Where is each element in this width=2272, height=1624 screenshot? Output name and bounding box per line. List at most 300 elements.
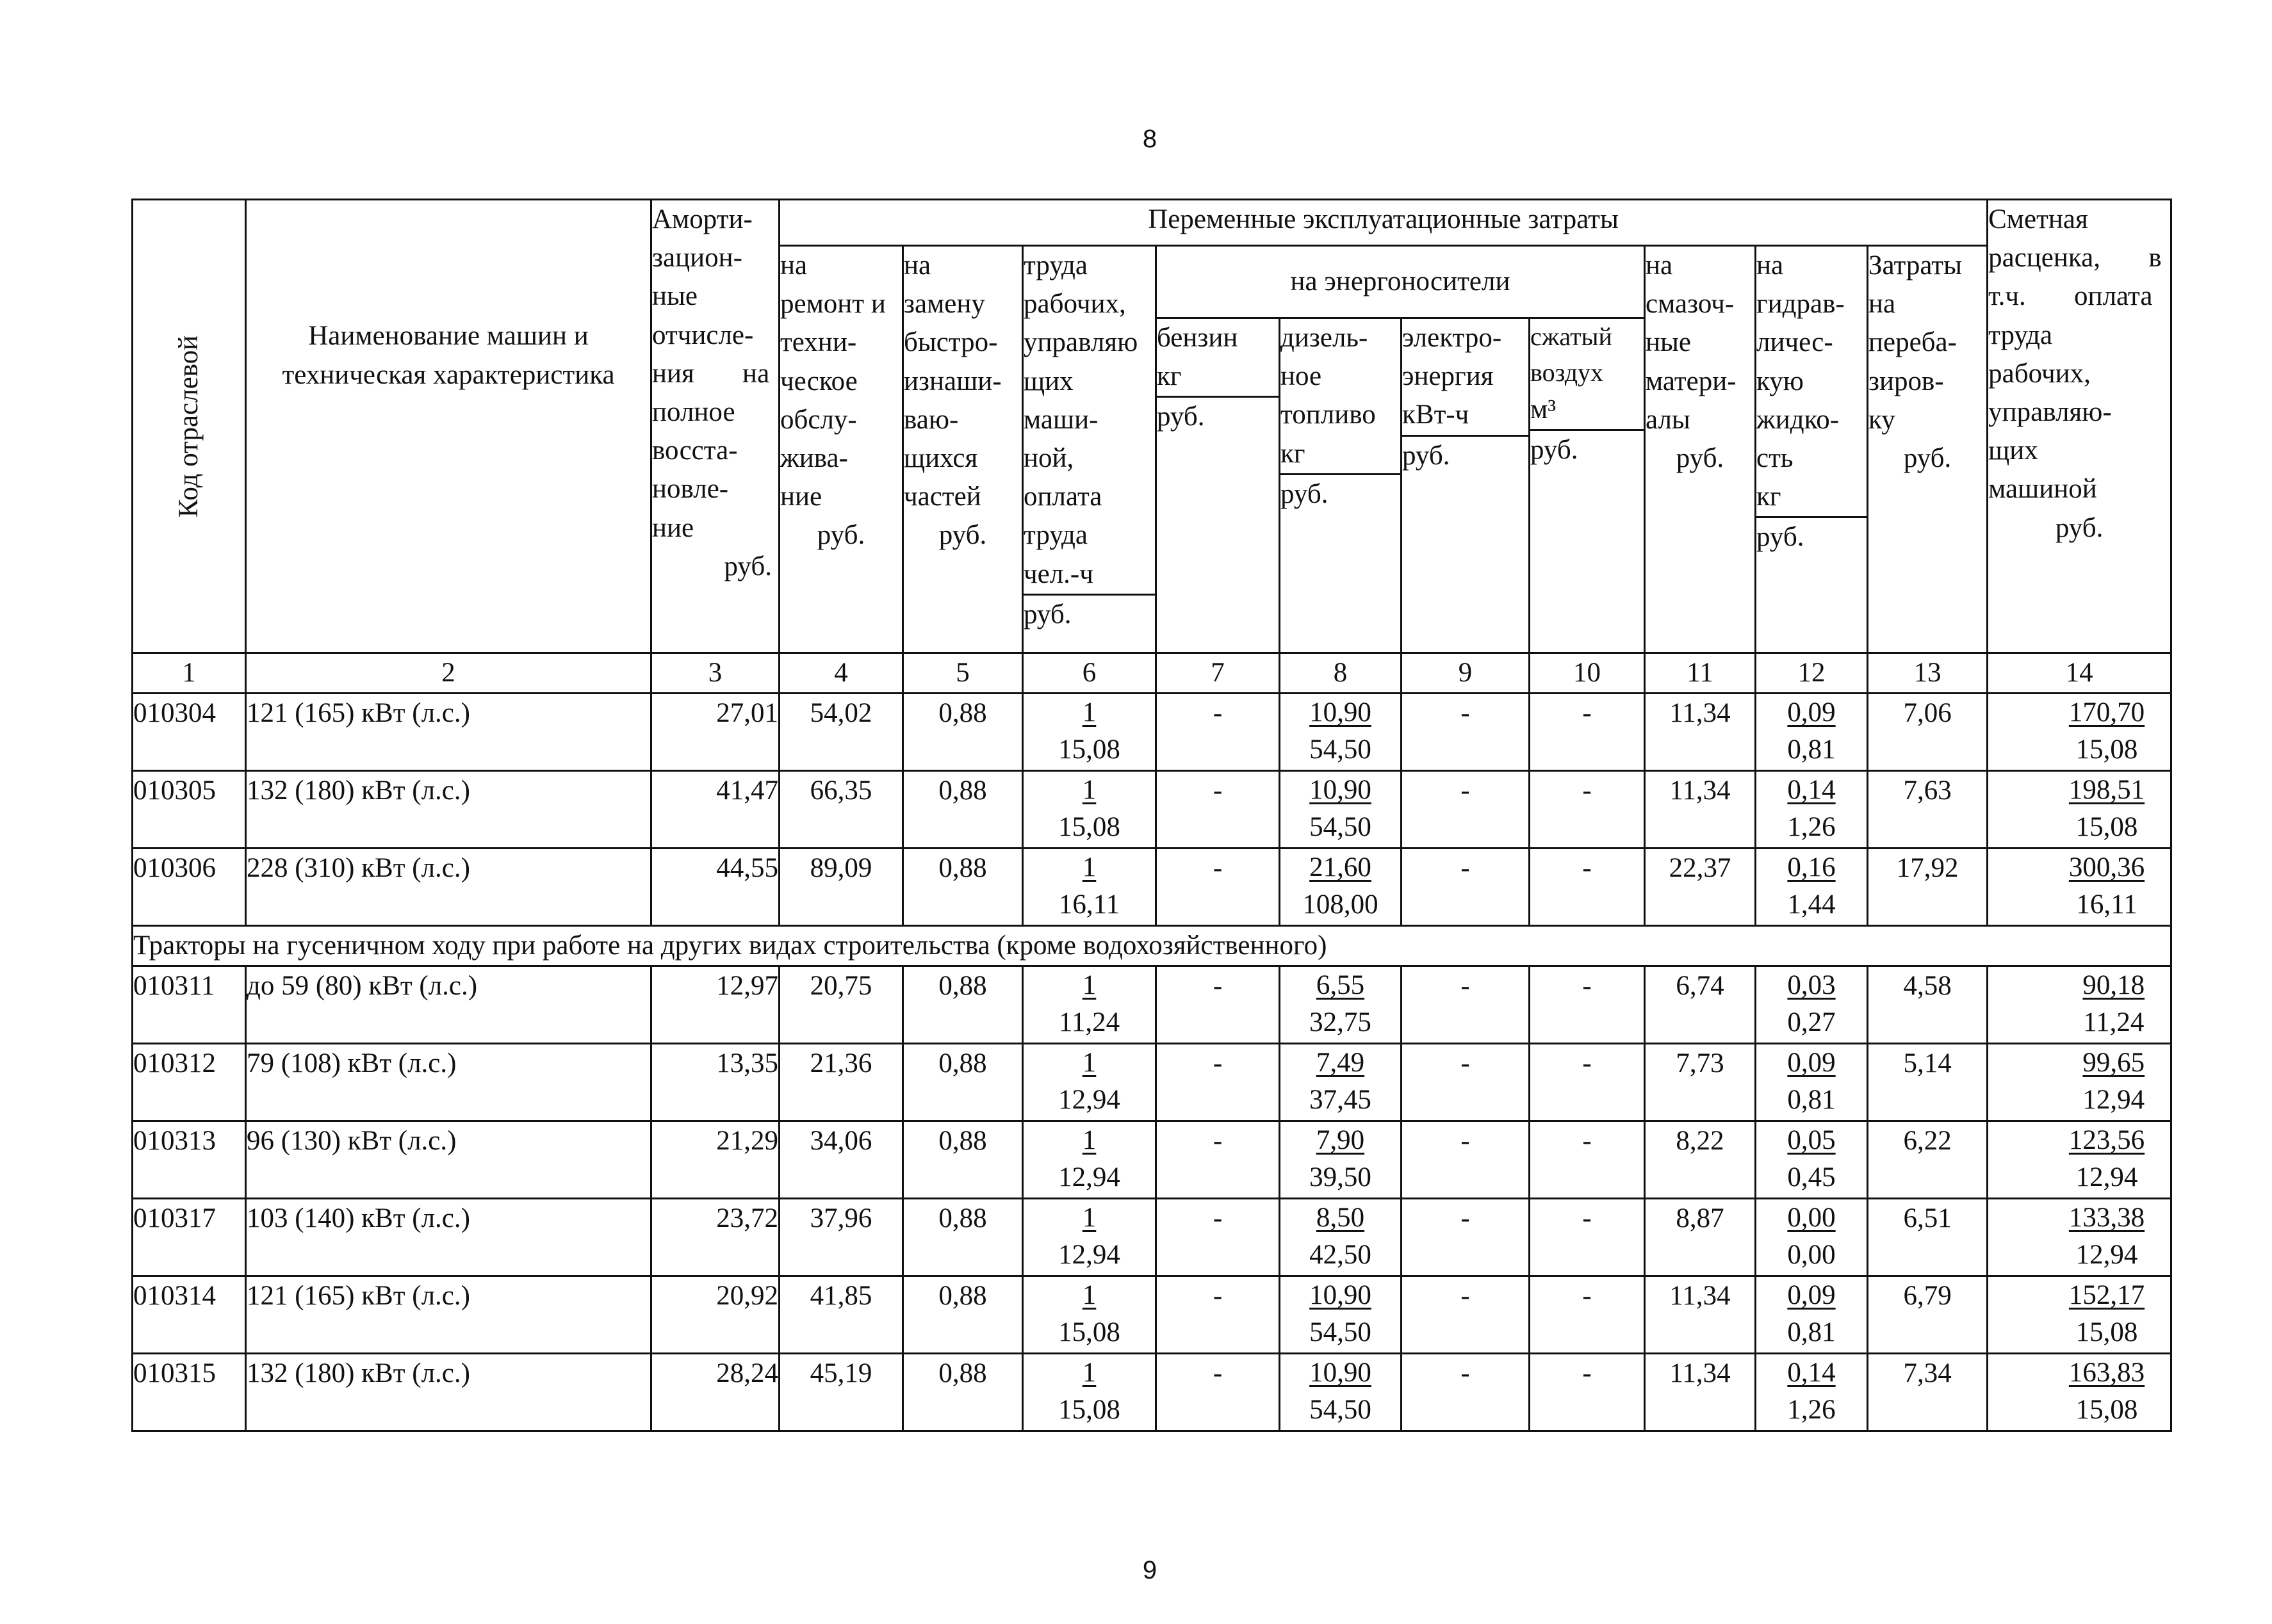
header-line: изнаши- xyxy=(904,366,1002,396)
header-line: ческое xyxy=(780,366,858,396)
header-line: личес- xyxy=(1756,327,1833,358)
row-lubricant: 11,34 xyxy=(1645,694,1756,771)
row-labor-numerator: 1 xyxy=(1082,697,1097,728)
header-line: замену xyxy=(904,289,985,320)
row-estimate-numerator: 123,56 xyxy=(2068,1125,2145,1156)
header-line: смазоч- xyxy=(1646,289,1735,320)
row-estimate-fraction xyxy=(2069,694,2145,768)
header-line: восста- xyxy=(652,435,738,466)
row-estimate-denominator: 15,08 xyxy=(2075,1395,2138,1425)
header-line: на xyxy=(780,250,808,280)
row-electro: - xyxy=(1402,694,1530,771)
row-labor-numerator: 1 xyxy=(1082,1203,1097,1233)
row-name: 132 (180) кВт (л.с.) xyxy=(246,1354,651,1431)
row-amort: 44,55 xyxy=(651,849,780,926)
row-estimate-denominator: 15,08 xyxy=(2075,1317,2138,1348)
row-diesel-numerator: 10,90 xyxy=(1309,775,1371,806)
row-air: - xyxy=(1530,966,1645,1044)
row-hydraulic-denominator: 0,81 xyxy=(1787,1085,1836,1116)
header-line: воздух xyxy=(1530,358,1604,387)
header-line: зиров- xyxy=(1868,366,1944,396)
header-line: частей xyxy=(904,482,981,512)
header-line: ние xyxy=(780,482,822,512)
header-line: Сметная xyxy=(1988,204,2088,234)
row-estimate xyxy=(1988,849,2171,926)
row-estimate xyxy=(1988,771,2171,849)
row-hydraulic-fraction xyxy=(1787,1199,1835,1274)
table-row xyxy=(133,1121,2171,1199)
row-hydraulic xyxy=(1756,771,1868,849)
row-estimate-fraction xyxy=(2082,967,2145,1041)
row-hydraulic-fraction xyxy=(1787,694,1835,768)
row-hydraulic xyxy=(1756,966,1868,1044)
header-line: топливо xyxy=(1280,400,1376,430)
row-lubricant: 11,34 xyxy=(1645,771,1756,849)
row-labor-numerator: 1 xyxy=(1082,1280,1097,1311)
row-air: - xyxy=(1530,1199,1645,1276)
row-petrol: - xyxy=(1156,1354,1280,1431)
row-diesel-numerator: 6,55 xyxy=(1316,970,1365,1001)
row-hydraulic xyxy=(1756,1354,1868,1431)
row-labor-denominator: 12,94 xyxy=(1058,1162,1120,1193)
page-number-top: 8 xyxy=(1142,125,1157,153)
row-repair: 54,02 xyxy=(780,694,903,771)
row-hydraulic-fraction xyxy=(1787,1277,1835,1351)
row-electro: - xyxy=(1402,1121,1530,1199)
header-line: щих xyxy=(1988,435,2038,466)
header-diesel: дизель- ное топливо $\frac{кг}{\text{руб.}}$ xyxy=(1280,318,1402,653)
row-estimate-denominator: 12,94 xyxy=(2082,1085,2145,1116)
row-hydraulic-fraction xyxy=(1787,849,1835,923)
header-line: маши- xyxy=(1024,404,1099,435)
row-lubricant: 8,87 xyxy=(1645,1199,1756,1276)
header-line: Затраты xyxy=(1868,250,1962,280)
column-number: 1 xyxy=(133,653,246,694)
table-row xyxy=(133,1354,2171,1431)
row-diesel-fraction xyxy=(1302,849,1378,923)
header-line: жива- xyxy=(780,443,848,473)
header-line: жидко- xyxy=(1756,404,1840,435)
column-number: 9 xyxy=(1402,653,1530,694)
row-estimate-numerator: 163,83 xyxy=(2068,1358,2145,1388)
row-replace: 0,88 xyxy=(903,1121,1023,1199)
row-hydraulic-denominator: 1,44 xyxy=(1787,889,1836,920)
row-hydraulic-numerator: 0,09 xyxy=(1787,1280,1836,1311)
table-row xyxy=(133,1199,2171,1276)
header-repair: на ремонт и техни- ческое обслу- жива- ние руб. xyxy=(780,246,903,653)
row-replace: 0,88 xyxy=(903,1199,1023,1276)
row-diesel-fraction xyxy=(1309,1277,1371,1351)
header-line: зацион- xyxy=(652,243,742,273)
row-estimate xyxy=(1988,1199,2171,1276)
row-diesel xyxy=(1280,849,1402,926)
row-name: до 59 (80) кВт (л.с.) xyxy=(246,966,651,1044)
column-number: 10 xyxy=(1530,653,1645,694)
header-line: машиной xyxy=(1988,474,2097,505)
row-replace: 0,88 xyxy=(903,1276,1023,1354)
row-relocation: 6,22 xyxy=(1868,1121,1988,1199)
header-line: рабочих, xyxy=(1988,358,2091,389)
row-labor xyxy=(1023,1276,1156,1354)
row-estimate xyxy=(1988,966,2171,1044)
row-relocation: 17,92 xyxy=(1868,849,1988,926)
row-diesel-fraction xyxy=(1309,1354,1371,1429)
column-number: 12 xyxy=(1756,653,1868,694)
header-lubricant: на смазоч- ные матери- алы руб. xyxy=(1645,246,1756,653)
header-line: обслу- xyxy=(780,404,857,435)
header-labor: труда рабочих, управляю щих маши- ной, оплата труда $\frac{\text{чел.-ч}}{\text{руб.}}$ xyxy=(1023,246,1156,653)
row-air: - xyxy=(1530,694,1645,771)
row-estimate xyxy=(1988,1276,2171,1354)
row-code: 010311 xyxy=(133,966,246,1044)
row-diesel-denominator: 32,75 xyxy=(1309,1007,1371,1038)
row-hydraulic xyxy=(1756,694,1868,771)
row-replace: 0,88 xyxy=(903,849,1023,926)
header-line: управляю xyxy=(1024,327,1138,358)
row-diesel xyxy=(1280,1199,1402,1276)
row-amort: 12,97 xyxy=(651,966,780,1044)
row-code: 010317 xyxy=(133,1199,246,1276)
header-line: ку xyxy=(1868,404,1895,435)
row-hydraulic-fraction xyxy=(1787,1044,1835,1119)
row-labor-numerator: 1 xyxy=(1082,1358,1097,1388)
row-hydraulic xyxy=(1756,1276,1868,1354)
row-amort: 23,72 xyxy=(651,1199,780,1276)
row-estimate-numerator: 300,36 xyxy=(2068,852,2145,883)
header-line: новле- xyxy=(652,474,729,505)
row-estimate-denominator: 15,08 xyxy=(2075,812,2138,843)
header-line: труда xyxy=(1988,320,2053,350)
header-line: техни- xyxy=(780,327,857,358)
row-hydraulic-numerator: 0,03 xyxy=(1787,970,1836,1001)
row-labor xyxy=(1023,849,1156,926)
row-labor-denominator: 16,11 xyxy=(1058,889,1120,920)
row-labor-numerator: 1 xyxy=(1082,775,1097,806)
row-diesel-denominator: 54,50 xyxy=(1309,1395,1371,1425)
row-lubricant: 22,37 xyxy=(1645,849,1756,926)
row-repair: 20,75 xyxy=(780,966,903,1044)
row-labor xyxy=(1023,694,1156,771)
row-diesel-fraction xyxy=(1309,1044,1371,1119)
row-labor-denominator: 12,94 xyxy=(1058,1240,1120,1271)
row-estimate xyxy=(1988,1354,2171,1431)
header-line: на xyxy=(1646,250,1673,280)
row-name: 228 (310) кВт (л.с.) xyxy=(246,849,651,926)
column-number: 11 xyxy=(1645,653,1756,694)
header-line: щих xyxy=(1024,366,1074,396)
row-diesel-denominator: 39,50 xyxy=(1309,1162,1371,1193)
row-labor-denominator: 15,08 xyxy=(1058,1317,1120,1348)
table-row xyxy=(133,771,2171,849)
row-diesel-fraction xyxy=(1309,694,1371,768)
header-electro: электро- энергия $\frac{\text{кВт-ч}}{\text{руб.}}$ xyxy=(1402,318,1530,653)
header-hydraulic: на гидрав- личес- кую жидко- сть $\frac{кг}{\text{руб.}}$ xyxy=(1756,246,1868,653)
row-repair: 21,36 xyxy=(780,1044,903,1121)
row-labor-fraction xyxy=(1059,967,1120,1041)
row-air: - xyxy=(1530,1354,1645,1431)
row-air: - xyxy=(1530,849,1645,926)
row-estimate xyxy=(1988,694,2171,771)
table-row xyxy=(133,966,2171,1044)
row-diesel-numerator: 10,90 xyxy=(1309,1358,1371,1388)
row-estimate-fraction xyxy=(2069,1354,2145,1429)
header-line: полное xyxy=(652,396,735,427)
row-petrol: - xyxy=(1156,1044,1280,1121)
row-diesel-numerator: 8,50 xyxy=(1316,1203,1365,1233)
row-name: 103 (140) кВт (л.с.) xyxy=(246,1199,651,1276)
section-title: Тракторы на гусеничном ходу при работе на других видах строительства (кроме водохозяйственного) xyxy=(133,926,2171,966)
row-name: 132 (180) кВт (л.с.) xyxy=(246,771,651,849)
row-hydraulic-denominator: 0,45 xyxy=(1787,1162,1836,1193)
header-line: ние xyxy=(652,512,694,543)
header-line: быстро- xyxy=(904,327,998,358)
row-hydraulic-numerator: 0,09 xyxy=(1787,697,1836,728)
row-code: 010312 xyxy=(133,1044,246,1121)
row-diesel-denominator: 54,50 xyxy=(1309,1317,1371,1348)
row-estimate xyxy=(1988,1121,2171,1199)
header-line: труда xyxy=(1024,520,1088,551)
header-variable-costs: Переменные эксплуатационные затраты xyxy=(780,200,1988,246)
header-amort: Аморти- зацион- ные отчисле- ния на полное восста- новле- ние руб. xyxy=(651,200,780,653)
row-diesel-denominator: 54,50 xyxy=(1309,812,1371,843)
row-hydraulic xyxy=(1756,1121,1868,1199)
header-estimate: Сметная расценка, в т.ч. оплата труда рабочих, управляю- щих машиной руб. xyxy=(1988,200,2171,653)
row-petrol: - xyxy=(1156,849,1280,926)
row-hydraulic-denominator: 0,00 xyxy=(1787,1240,1836,1271)
row-petrol: - xyxy=(1156,1276,1280,1354)
page-number-bottom: 9 xyxy=(1142,1556,1157,1584)
row-lubricant: 8,22 xyxy=(1645,1121,1756,1199)
row-petrol: - xyxy=(1156,1199,1280,1276)
row-amort: 20,92 xyxy=(651,1276,780,1354)
row-diesel xyxy=(1280,1121,1402,1199)
row-code: 010313 xyxy=(133,1121,246,1199)
header-line: расценка, в xyxy=(1988,243,2162,273)
row-replace: 0,88 xyxy=(903,1354,1023,1431)
row-labor xyxy=(1023,1354,1156,1431)
row-electro: - xyxy=(1402,771,1530,849)
row-diesel-fraction xyxy=(1309,967,1371,1041)
row-labor-numerator: 1 xyxy=(1082,1125,1097,1156)
row-estimate-denominator: 11,24 xyxy=(2083,1007,2145,1038)
row-repair: 89,09 xyxy=(780,849,903,926)
row-estimate xyxy=(1988,1044,2171,1121)
row-lubricant: 6,74 xyxy=(1645,966,1756,1044)
row-labor-fraction xyxy=(1058,1044,1120,1119)
row-estimate-denominator: 12,94 xyxy=(2075,1240,2138,1271)
row-electro: - xyxy=(1402,1044,1530,1121)
row-estimate-numerator: 152,17 xyxy=(2068,1280,2145,1311)
row-lubricant: 7,73 xyxy=(1645,1044,1756,1121)
row-labor-fraction xyxy=(1059,849,1120,923)
row-code: 010305 xyxy=(133,771,246,849)
row-labor xyxy=(1023,966,1156,1044)
row-relocation: 7,34 xyxy=(1868,1354,1988,1431)
header-line: на xyxy=(1868,289,1896,320)
row-name: 121 (165) кВт (л.с.) xyxy=(246,1276,651,1354)
row-estimate-numerator: 133,38 xyxy=(2068,1203,2145,1233)
row-lubricant: 11,34 xyxy=(1645,1354,1756,1431)
row-estimate-numerator: 198,51 xyxy=(2068,775,2145,806)
header-energy: на энергоносители xyxy=(1156,246,1645,318)
row-diesel xyxy=(1280,966,1402,1044)
row-labor xyxy=(1023,1121,1156,1199)
row-estimate-fraction xyxy=(2082,1044,2145,1119)
header-relocation: Затраты на переба- зиров- ку руб. xyxy=(1868,246,1988,653)
row-diesel-denominator: 42,50 xyxy=(1309,1240,1371,1271)
row-labor-fraction xyxy=(1058,1354,1120,1429)
row-diesel-numerator: 10,90 xyxy=(1309,1280,1371,1311)
table-row xyxy=(133,1276,2171,1354)
table-row xyxy=(133,849,2171,926)
row-diesel xyxy=(1280,771,1402,849)
row-hydraulic-denominator: 1,26 xyxy=(1787,1395,1836,1425)
row-petrol: - xyxy=(1156,771,1280,849)
row-estimate-fraction xyxy=(2069,1122,2145,1196)
row-lubricant: 11,34 xyxy=(1645,1276,1756,1354)
row-labor-fraction xyxy=(1058,772,1120,846)
row-name: 121 (165) кВт (л.с.) xyxy=(246,694,651,771)
row-labor-denominator: 12,94 xyxy=(1058,1085,1120,1116)
row-code: 010304 xyxy=(133,694,246,771)
row-relocation: 6,79 xyxy=(1868,1276,1988,1354)
row-relocation: 7,63 xyxy=(1868,771,1988,849)
row-repair: 45,19 xyxy=(780,1354,903,1431)
row-electro: - xyxy=(1402,1276,1530,1354)
machine-cost-table xyxy=(131,199,2172,1432)
header-line: т.ч. оплата xyxy=(1988,281,2153,312)
column-numbers-row xyxy=(133,653,2171,694)
row-amort: 21,29 xyxy=(651,1121,780,1199)
row-diesel xyxy=(1280,1276,1402,1354)
row-amort: 13,35 xyxy=(651,1044,780,1121)
header-line: дизель- xyxy=(1280,323,1368,353)
row-hydraulic-numerator: 0,00 xyxy=(1787,1203,1836,1233)
row-hydraulic xyxy=(1756,1044,1868,1121)
row-replace: 0,88 xyxy=(903,771,1023,849)
row-hydraulic-denominator: 0,27 xyxy=(1787,1007,1836,1038)
row-petrol: - xyxy=(1156,966,1280,1044)
row-replace: 0,88 xyxy=(903,966,1023,1044)
header-line: оплата xyxy=(1024,482,1102,512)
column-number: 6 xyxy=(1023,653,1156,694)
row-hydraulic-denominator: 0,81 xyxy=(1787,735,1836,765)
row-estimate-fraction xyxy=(2069,1199,2145,1274)
row-diesel xyxy=(1280,1354,1402,1431)
header-line: гидрав- xyxy=(1756,289,1845,320)
column-number: 14 xyxy=(1988,653,2171,694)
column-number: 3 xyxy=(651,653,780,694)
column-number: 5 xyxy=(903,653,1023,694)
row-electro: - xyxy=(1402,849,1530,926)
row-hydraulic xyxy=(1756,849,1868,926)
row-labor-numerator: 1 xyxy=(1082,852,1097,883)
row-diesel-numerator: 10,90 xyxy=(1309,697,1371,728)
row-diesel-fraction xyxy=(1309,1122,1371,1196)
column-number: 4 xyxy=(780,653,903,694)
header-line: переба- xyxy=(1868,327,1957,358)
header-line: ные xyxy=(1646,327,1691,358)
header-line: матери- xyxy=(1646,366,1737,396)
header-line: сть xyxy=(1756,443,1794,473)
row-labor-fraction xyxy=(1058,694,1120,768)
row-labor xyxy=(1023,1044,1156,1121)
row-estimate-numerator: 170,70 xyxy=(2068,697,2145,728)
row-replace: 0,88 xyxy=(903,694,1023,771)
row-name: 96 (130) кВт (л.с.) xyxy=(246,1121,651,1199)
row-estimate-denominator: 15,08 xyxy=(2075,735,2138,765)
row-petrol: - xyxy=(1156,694,1280,771)
row-estimate-fraction xyxy=(2069,772,2145,846)
header-line: ное xyxy=(1280,361,1322,392)
row-labor-numerator: 1 xyxy=(1082,1048,1097,1078)
row-electro: - xyxy=(1402,966,1530,1044)
row-estimate-fraction xyxy=(2069,849,2145,923)
header-line: управляю- xyxy=(1988,396,2112,427)
table-header xyxy=(133,200,2171,694)
header-replace: на замену быстро- изнаши- ваю- щихся частей руб. xyxy=(903,246,1023,653)
row-estimate-numerator: 90,18 xyxy=(2082,970,2145,1001)
row-name: 79 (108) кВт (л.с.) xyxy=(246,1044,651,1121)
row-labor-fraction xyxy=(1058,1199,1120,1274)
header-name: Наименование машин и техническая характеристика xyxy=(246,200,651,653)
row-hydraulic-numerator: 0,05 xyxy=(1787,1125,1836,1156)
row-air: - xyxy=(1530,771,1645,849)
header-line: кую xyxy=(1756,366,1804,396)
row-code: 010306 xyxy=(133,849,246,926)
header-line: ваю- xyxy=(904,404,959,435)
header-line: рабочих, xyxy=(1024,289,1126,320)
row-hydraulic-fraction xyxy=(1787,772,1835,846)
table-row xyxy=(133,1044,2171,1121)
row-diesel xyxy=(1280,1044,1402,1121)
column-number: 7 xyxy=(1156,653,1280,694)
header-air: сжатый воздух $\frac{\text{м³}}{\text{руб.}}$ xyxy=(1530,318,1645,653)
header-line: электро- xyxy=(1402,323,1502,353)
row-diesel-fraction xyxy=(1309,1199,1371,1274)
row-hydraulic-numerator: 0,14 xyxy=(1787,775,1836,806)
row-petrol: - xyxy=(1156,1121,1280,1199)
row-diesel-denominator: 108,00 xyxy=(1302,889,1378,920)
header-line: энергия xyxy=(1402,361,1494,392)
row-hydraulic-fraction xyxy=(1787,967,1835,1041)
header-line: ные xyxy=(652,281,698,312)
row-hydraulic-denominator: 0,81 xyxy=(1787,1317,1836,1348)
row-hydraulic-numerator: 0,09 xyxy=(1787,1048,1836,1078)
row-labor-denominator: 15,08 xyxy=(1058,735,1120,765)
row-estimate-fraction xyxy=(2069,1277,2145,1351)
row-hydraulic-denominator: 1,26 xyxy=(1787,812,1836,843)
row-labor-numerator: 1 xyxy=(1082,970,1097,1001)
header-line: труда xyxy=(1024,250,1088,280)
row-estimate-denominator: 16,11 xyxy=(2076,889,2137,920)
header-line: на xyxy=(904,250,931,280)
row-hydraulic xyxy=(1756,1199,1868,1276)
column-number: 8 xyxy=(1280,653,1402,694)
row-diesel-numerator: 7,90 xyxy=(1316,1125,1365,1156)
header-line: ния на xyxy=(652,358,770,389)
column-number: 2 xyxy=(246,653,651,694)
row-repair: 41,85 xyxy=(780,1276,903,1354)
row-amort: 41,47 xyxy=(651,771,780,849)
header-line: ной, xyxy=(1024,443,1074,473)
header-line: алы xyxy=(1646,404,1690,435)
row-air: - xyxy=(1530,1121,1645,1199)
header-line: Аморти- xyxy=(652,204,753,234)
header-line: на xyxy=(1756,250,1784,280)
row-code: 010314 xyxy=(133,1276,246,1354)
row-amort: 28,24 xyxy=(651,1354,780,1431)
